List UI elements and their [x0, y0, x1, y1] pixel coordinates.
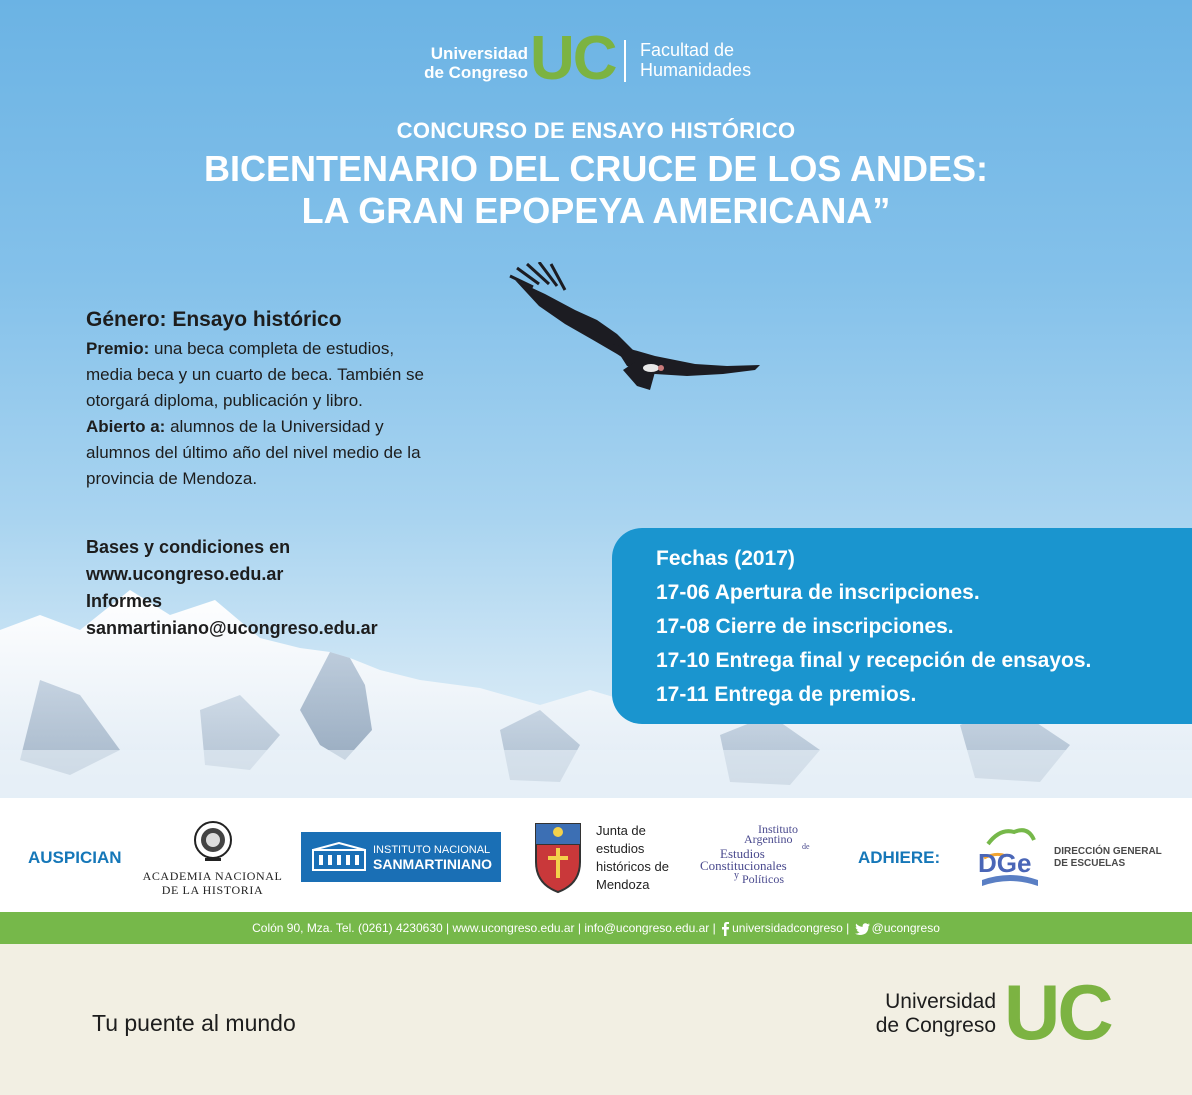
footer: [0, 944, 1192, 1095]
svg-text:DGe: DGe: [978, 848, 1032, 878]
bases-link[interactable]: www.ucongreso.edu.ar: [86, 564, 284, 584]
contest-info: [86, 308, 426, 492]
header-university-name: Universidad de Congreso: [424, 44, 528, 82]
date-item: 17-11 Entrega de premios.: [656, 683, 917, 706]
dates-box: [612, 528, 1192, 724]
condor-icon: [505, 262, 770, 397]
auspician-label: AUSPICIAN: [28, 848, 122, 867]
contact-bar: Colón 90, Mza. Tel. (0261) 4230630 | www.ucongreso.edu.ar | info@ucongreso.edu.ar | universidadcongreso | @ucongreso: [0, 912, 1192, 944]
adhiere-label: ADHIERE:: [858, 848, 941, 867]
informes-email[interactable]: sanmartiniano@ucongreso.edu.ar: [86, 618, 378, 638]
building-icon: [311, 842, 367, 872]
website-link[interactable]: www.ucongreso.edu.ar: [452, 921, 575, 935]
header-uc-mark: UC: [530, 24, 616, 93]
email-link[interactable]: info@ucongreso.edu.ar: [584, 921, 710, 935]
contest-title: BICENTENARIO DEL CRUCE DE LOS ANDES: LA GRAN EPOPEYA AMERICANA”: [203, 148, 989, 231]
twitter-link[interactable]: @ucongreso: [871, 921, 940, 935]
instituto-argentino-logo: Instituto Argentino de Estudios Constitucionales y Políticos: [700, 822, 810, 886]
dge-name: DIRECCIÓN GENERAL DE ESCUELAS: [1054, 846, 1162, 869]
footer-uc-mark: UC: [1004, 968, 1111, 1056]
date-item: 17-06 Apertura de inscripciones.: [656, 581, 980, 604]
medal-icon: [193, 820, 233, 864]
facebook-icon: [721, 922, 730, 936]
dates-heading: Fechas (2017): [656, 547, 795, 570]
junta-estudios-logo: Junta de estudios históricos de Mendoza: [596, 823, 669, 892]
slogan: Tu puente al mundo: [92, 1010, 296, 1036]
genre-heading: Género: Ensayo histórico: [86, 308, 342, 331]
date-item: 17-08 Cierre de inscripciones.: [656, 615, 954, 638]
address-text: Colón 90, Mza. Tel. (0261) 4230630: [252, 921, 443, 935]
informes-label: Informes: [86, 591, 163, 611]
footer-logo: [830, 968, 1111, 1056]
dge-logo: [976, 824, 1048, 890]
bases-info: [86, 534, 446, 642]
header-logo: [418, 24, 798, 93]
header-divider: [624, 40, 626, 82]
header-faculty-name: Facultad de Humanidades: [640, 40, 752, 80]
academia-logo: ACADEMIA NACIONAL DE LA HISTORIA: [140, 820, 285, 897]
contest-subtitle: CONCURSO DE ENSAYO HISTÓRICO: [396, 118, 796, 143]
facebook-link[interactable]: universidadcongreso: [732, 921, 843, 935]
twitter-icon: [855, 923, 870, 935]
prize-text: Premio: una beca completa de estudios, media beca y un cuarto de beca. También se otorgará diploma, publicación y libro.: [86, 339, 425, 410]
footer-university-name: Universidad de Congreso: [875, 990, 996, 1037]
instituto-sanmartiniano-logo: INSTITUTO NACIONAL SANMARTINIANO: [301, 832, 501, 882]
sponsors-section: [0, 798, 1192, 912]
date-item: 17-10 Entrega final y recepción de ensayos.: [656, 649, 1092, 672]
bases-label: Bases y condiciones en: [86, 537, 291, 557]
shield-icon: [530, 818, 586, 894]
eligibility-text: Abierto a: alumnos de la Universidad y alumnos del último año del nivel medio de la provincia de Mendoza.: [86, 417, 421, 488]
